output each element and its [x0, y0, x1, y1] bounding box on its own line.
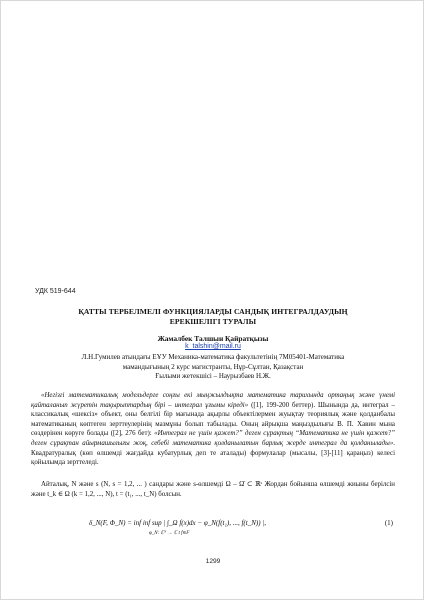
- author-affiliation: [41, 353, 385, 382]
- affiliation-line-2: мамандығының 2 курс магистранты, Нұр-Сұлтан, Қазақстан: [122, 362, 304, 371]
- udk-code: УДК 519-644: [35, 288, 76, 295]
- affiliation-line-1: Л.Н.Гумилев атындағы ЕҰУ Механика-математика факультетінің 7M05401-Математика: [81, 353, 345, 361]
- article-title-line-1: ҚАТТЫ ТЕРБЕЛМЕЛІ ФУНКЦИЯЛАРДЫ САНДЫҚ ИНТЕГРАЛДАУДЫҢ: [78, 307, 348, 316]
- formula-expression: δ_N(F, Φ_N) = inf inf sup | ∫_Ω f(x)dx − φ_N(f(t₁), ..., f(t_N)) |,: [89, 519, 266, 527]
- formula-number: (1): [384, 519, 393, 527]
- affiliation-line-3: Ғылыми жетекшісі – Наурызбаев Н.Ж.: [155, 372, 271, 381]
- quote-khavin: «Интеграл не үшін қажет?” деген сұрақтың “Математика не үшін қажет?” деген сұрақтан айырмашылығы жоқ, себебі математика қолданылатын барлық жерде интеграл да қолданылады»: [31, 430, 395, 447]
- author-name: Жамалбек Талшын Қайратқызы: [157, 334, 269, 343]
- article-title-line-2: ЕРЕКШЕЛІГІ ТУРАЛЫ: [169, 317, 257, 326]
- paragraph-introduction-text-end: . Квадратуралық (көп өлшемді жағдайда кубатурлық деп те аталады) формулалар (мысалы, [3]-[11] қараңыз) келесі қойылымда зерттеледі.: [31, 439, 395, 467]
- paragraph-introduction: [31, 391, 395, 468]
- page-number: 1299: [205, 558, 221, 565]
- quote-integral-history: «Негізгі математикалық модельдерге соңғы екі мыңжылдықта математика тарихында ортаңық және үнемі қайталанып жүретін тақырыптардың бірі – интеграл ұғымы кіреді»: [31, 392, 395, 409]
- formula-subscripts: φ_N: ℂᴺ → ℂ t f∈F: [149, 531, 190, 536]
- paragraph-problem-setup: Айталық, N және s (N, s = 1,2, ... ) сандары және s-өлшемді Ω – Ω̄ ⊂ ℝˢ Жордан бойынша өлшемді жиыны берілсін және t_k ∈ Ω (k = 1,2, ..., N), t = (t₁, ..., t_N) болсын.: [31, 481, 395, 498]
- article-title: [41, 307, 385, 327]
- formula-1: [31, 515, 395, 543]
- paragraph-introduction-text: ([1], 199-200 беттер). Шынында да, интеграл – классикалық «шексіз» объект, оны белгілі бір мағынада ақырлы объектілермен жуықтау теориялық және қолданбалы математиканың көптеген зерттеулерінің мазмұны болып табылады. Оның айрықша маңыздылығы В. П. Хавин мына сөздерінен көруге болады ([2], 276 бет):: [31, 401, 395, 438]
- author-email-link[interactable]: k_talshin@mail.ru: [185, 343, 241, 350]
